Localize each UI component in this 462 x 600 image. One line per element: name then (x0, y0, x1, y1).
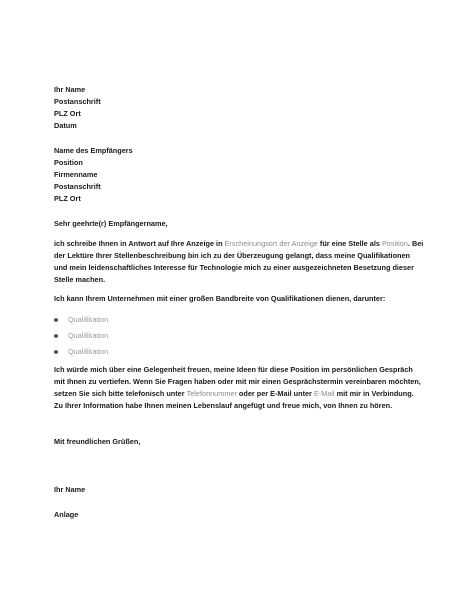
contact-text-2: oder per E-Mail unter (236, 389, 314, 398)
signature-name: Ihr Name (54, 485, 86, 494)
recipient-name: Name des Empfängers (54, 146, 133, 155)
sender-city: PLZ Ort (54, 109, 81, 118)
intro-paragraph (54, 238, 424, 286)
recipient-city: PLZ Ort (54, 194, 81, 203)
bullet-icon (54, 318, 58, 322)
closing: Mit freundlichen Grüßen, (54, 437, 141, 446)
recipient-company: Firmenname (54, 170, 98, 179)
contact-text-3: mit mir in Verbindung. Zu Ihrer Information habe Ihnen meinen Lebenslauf angefügt und freue mich, von Ihnen zu hören. (54, 389, 414, 410)
phone-placeholder: Telefonnummer (186, 389, 237, 398)
sender-address: Postanschrift (54, 97, 101, 106)
recipient-address: Postanschrift (54, 182, 101, 191)
bullet-icon (54, 334, 58, 338)
list-item (54, 330, 354, 346)
qualification-text: Qualifikation (68, 315, 109, 324)
intro-text-2: für eine Stelle als (317, 239, 382, 248)
sender-name: Ihr Name (54, 85, 86, 94)
list-item (54, 346, 354, 362)
intro-text-3: . Bei der Lektüre Ihrer Stellenbeschreibung bin ich zu der Überzeugung gelangt, dass meine Qualifikationen und mein leidenschaftliches Interesse für Technologie mich zu einer ausgezeichneten Besetzung dieser Stelle machen. (54, 239, 424, 284)
contact-paragraph (54, 364, 424, 412)
contact-text-1: Ich würde mich über eine Gelegenheit freuen, meine Ideen für diese Position im persönlichen Gespräch mit Ihnen zu vertiefen. Wenn Sie Fragen haben oder mit mir einen Gesprächstermin vereinbaren möchten, setzen Sie sich bitte telefonisch unter (54, 365, 421, 398)
qualification-text: Qualifikation (68, 331, 109, 340)
list-item (54, 314, 354, 330)
qualification-text: Qualifikation (68, 347, 109, 356)
salutation: Sehr geehrte(r) Empfängername, (54, 219, 168, 228)
email-placeholder: E-Mail (313, 389, 335, 398)
intro-text-1: ich schreibe Ihnen in Antwort auf Ihre Anzeige in (54, 239, 225, 248)
letter-date: Datum (54, 121, 77, 130)
sender-block (54, 84, 424, 132)
qualification-list (54, 314, 354, 362)
ad-source-placeholder: Erscheinungsort der Anzeige (224, 239, 318, 248)
recipient-block (54, 145, 424, 205)
qualifications-intro: Ich kann Ihrem Unternehmen mit einer großen Bandbreite von Qualifikationen dienen, darunter: (54, 294, 386, 303)
position-placeholder: Position (381, 239, 408, 248)
recipient-position: Position (54, 158, 83, 167)
enclosure-label: Anlage (54, 510, 79, 519)
bullet-icon (54, 350, 58, 354)
